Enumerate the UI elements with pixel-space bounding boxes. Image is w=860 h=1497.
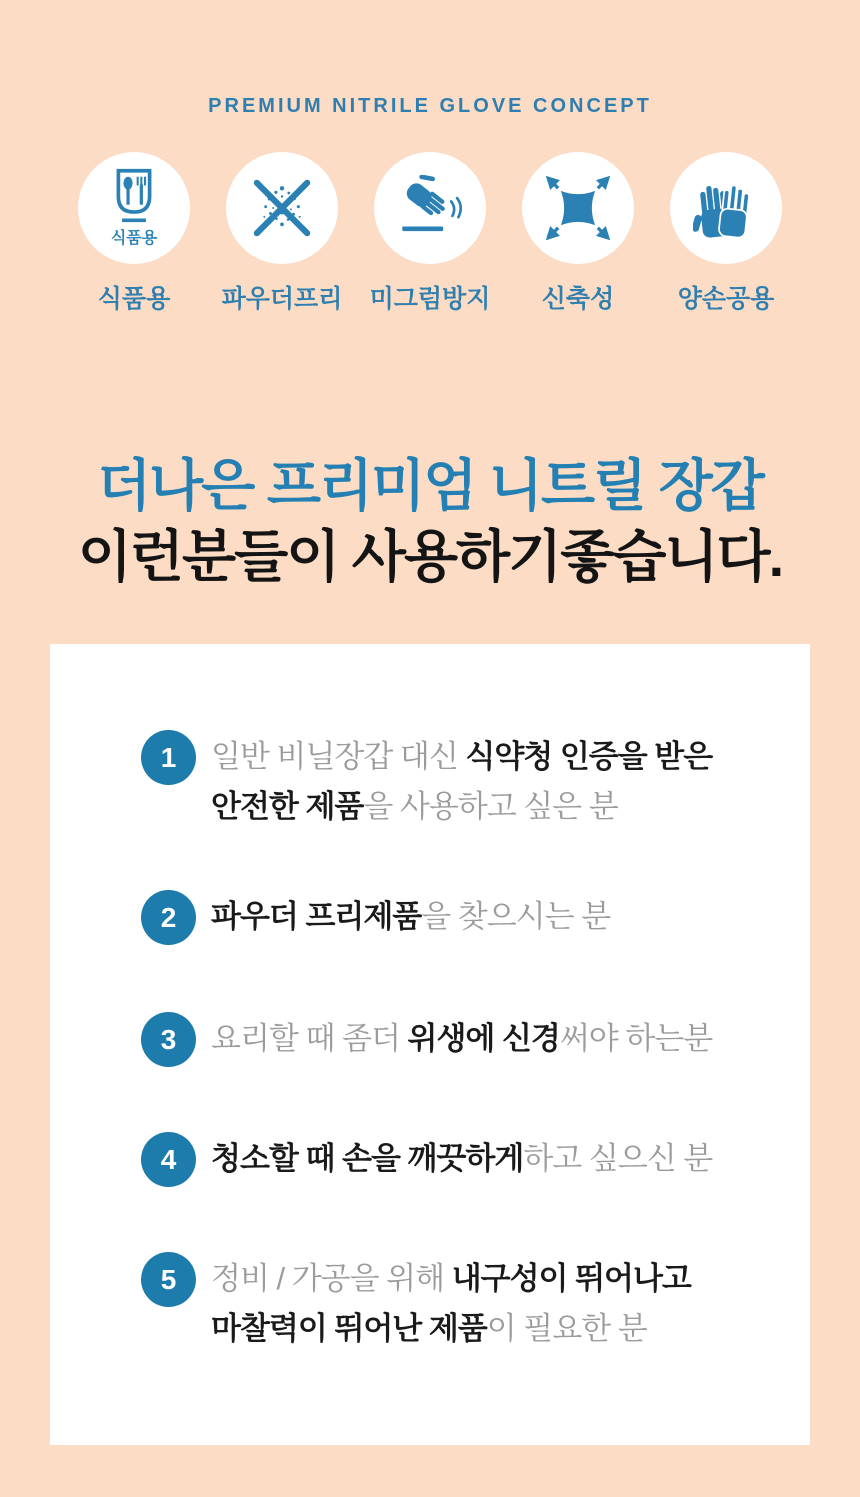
text-segment: 식약청 인증을 받은 [465, 739, 713, 774]
item-text-line [211, 1014, 712, 1064]
anti-slip-icon [397, 175, 463, 241]
text-segment: 써야 하는분 [559, 1021, 713, 1056]
text-segment: 하고 싶으신 분 [523, 1141, 713, 1176]
food-safe-icon [106, 168, 162, 224]
benefits-card [50, 644, 810, 1445]
item-number-badge: 4 [141, 1132, 196, 1187]
feature-circle [374, 152, 486, 264]
item-text [211, 1012, 712, 1064]
text-segment: 청소할 때 손을 깨끗하게 [211, 1141, 524, 1176]
item-text [211, 730, 712, 832]
main-title-line2: 이런분들이 사용하기좋습니다. [77, 525, 783, 588]
eyebrow-heading: PREMIUM NITRILE GLOVE CONCEPT [208, 95, 652, 117]
item-number-badge: 5 [141, 1252, 196, 1307]
benefit-item [141, 730, 780, 832]
feature-circle [226, 152, 338, 264]
text-segment: 요리할 때 좀더 [211, 1021, 408, 1056]
feature-both-hands [652, 152, 800, 315]
benefit-item [141, 1132, 780, 1187]
feature-anti-slip [356, 152, 504, 315]
feature-label: 파우더프리 [221, 285, 343, 313]
benefit-item [141, 1012, 780, 1067]
item-text-line [211, 732, 712, 782]
text-segment: 안전한 제품 [211, 789, 364, 824]
feature-food-safe [60, 152, 208, 315]
feature-circle [670, 152, 782, 264]
item-text-line [211, 782, 712, 832]
main-title [0, 450, 860, 592]
item-number-badge: 2 [141, 890, 196, 945]
text-segment: 을 사용하고 싶은 분 [363, 789, 618, 824]
benefit-item [141, 1252, 780, 1354]
item-text-line [211, 1134, 712, 1184]
feature-circle [78, 152, 190, 264]
feature-label: 미그럼방지 [369, 285, 491, 313]
food-safe-inner-label: 식품용 [110, 230, 158, 247]
text-segment: 일반 비닐장갑 대신 [211, 739, 466, 774]
item-number-badge: 3 [141, 1012, 196, 1067]
feature-label: 식품용 [97, 285, 171, 313]
feature-circle [522, 152, 634, 264]
item-text [211, 890, 610, 942]
main-title-line1: 더나은 프리미엄 니트릴 장갑 [97, 454, 763, 517]
item-text [211, 1252, 691, 1354]
feature-powder-free [208, 152, 356, 315]
text-segment: 이 필요한 분 [486, 1311, 647, 1346]
feature-icons-row [60, 152, 800, 315]
item-text [211, 1132, 712, 1184]
item-text-line [211, 892, 610, 942]
both-hands-icon [693, 175, 759, 241]
item-number-badge: 1 [141, 730, 196, 785]
benefit-item [141, 890, 780, 945]
stretch-icon [545, 175, 611, 241]
text-segment: 을 찾으시는 분 [421, 899, 611, 934]
text-segment: 파우더 프리제품 [211, 899, 422, 934]
feature-label: 신축성 [541, 285, 615, 313]
text-segment: 위생에 신경 [407, 1021, 560, 1056]
item-text-line [211, 1304, 691, 1354]
text-segment: 마찰력이 뛰어난 제품 [211, 1311, 487, 1346]
text-segment: 내구성이 뛰어나고 [451, 1261, 691, 1296]
item-text-line [211, 1254, 691, 1304]
text-segment: 정비 / 가공을 위해 [211, 1261, 452, 1296]
powder-free-icon [248, 174, 316, 242]
feature-label: 양손공용 [677, 285, 775, 313]
feature-stretch [504, 152, 652, 315]
